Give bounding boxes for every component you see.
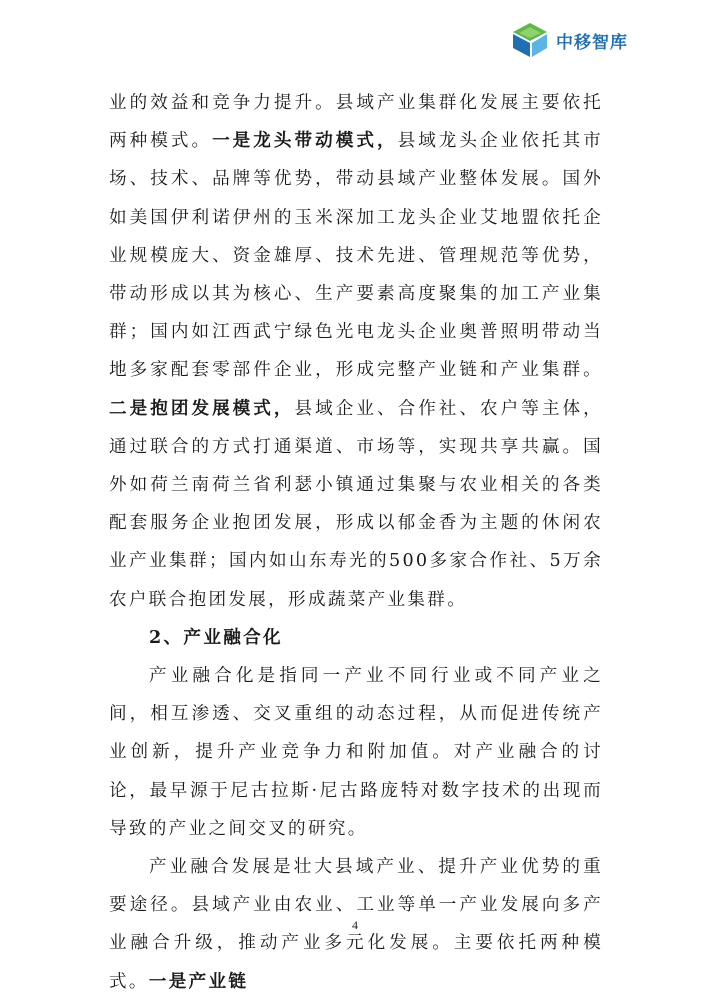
cube-logo-icon <box>510 21 550 59</box>
paragraph-cluster-models <box>109 84 603 619</box>
document-body <box>109 84 603 1001</box>
logo-text: 中移智库 <box>556 32 628 53</box>
text-run: 县域企业、合作社、农户等主体，通过联合的方式打通渠道、市场等，实现共享共赢。国外如荷兰南荷兰省利瑟小镇通过集聚与农业相关的各类配套服务企业抱团发展，形成以郁金香为主题的休闲农业产业集群；国内如山东寿光的500多家合作社、5万余农户联合抱团发展，形成蔬菜产业集群。 <box>109 398 603 610</box>
bold-run: 一是产业链 <box>148 970 249 992</box>
paragraph-definition: 产业融合化是指同一产业不同行业或不同产业之间，相互渗透、交叉重组的动态过程，从而促进传统产业创新，提升产业竞争力和附加值。对产业融合的讨论，最早源于尼古拉斯·尼古路庞特对数字技术的出现而导致的产业之间交叉的研究。 <box>109 666 603 839</box>
text-run: 产业融合发展是壮大县域产业、提升产业优势的重要途径。县域产业由农业、工业等单一产业发展向多产业融合升级，推动产业多元化发展。主要依托两种模式。 <box>109 857 603 992</box>
text-run: 业的效益和竞争力提升。县域产业集群化发展主要依托两种模式。 <box>109 93 603 152</box>
bold-run: 一是龙头带动模式， <box>212 130 398 152</box>
header-logo <box>510 21 628 59</box>
page-number: 4 <box>352 918 358 932</box>
bold-run: 二是抱团发展模式， <box>109 397 295 419</box>
text-run: 县域龙头企业依托其市场、技术、品牌等优势，带动县域产业整体发展。国外如美国伊利诺伊州的玉米深加工龙头企业艾地盟依托企业规模庞大、资金雄厚、技术先进、管理规范等优势，带动形成以其为核心、生产要素高度聚集的加工产业集群；国内如江西武宁绿色光电龙头企业奥普照明带动当地多家配套零部件企业，形成完整产业链和产业集群。 <box>109 131 603 381</box>
section-heading: 2、产业融合化 <box>149 626 283 648</box>
